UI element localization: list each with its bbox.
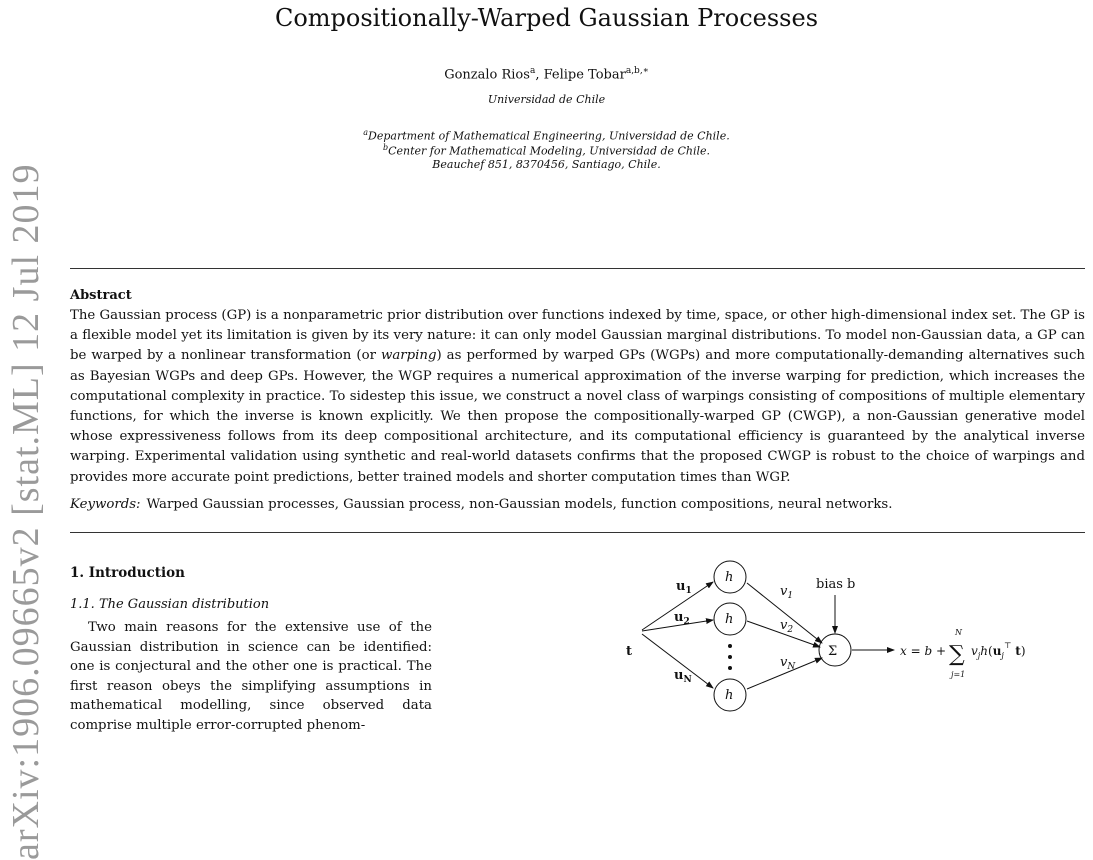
bottom-divider [70,532,1085,533]
affiliation-text: Center for Mathematical Modeling, Universidad de Chile. [388,144,711,158]
keywords-line [70,497,1090,512]
affiliation-line [0,143,1093,158]
weight-label-v2: $v_2$ [780,618,794,635]
weight-label-u2: $u_2$ [674,610,690,627]
svg-text:vjh(uj⊤ t): $v_jh(u_j^⊤$ t) [971,641,1026,660]
affiliation-mark: b [382,143,389,152]
author-name: Felipe Tobar [543,67,626,83]
paper-title: Compositionally-Warped Gaussian Processes [274,4,819,32]
university-name: Universidad de Chile [487,93,606,106]
weight-label-uN: $u_N$ [674,668,692,685]
weight-label-v1: $v_1$ [780,584,794,601]
neural-network-diagram [590,555,1060,795]
author-name: Gonzalo Rios [444,67,530,83]
hidden-node-label: h [725,570,734,585]
affiliation-mark: a [363,128,369,137]
svg-text:∑: ∑ [949,642,965,667]
hidden-node-label: h [725,688,734,703]
author-affiliation-mark: a [529,66,536,76]
abstract-heading: Abstract [70,288,132,303]
author-list: Gonzalo Rios$^a$, Felipe Tobar$^{a,b,∗}$ [444,66,649,83]
keywords-text: Warped Gaussian processes, Gaussian process, non-Gaussian models, function compositions, neural networks. [146,497,893,512]
author-affiliation-mark: a,b,∗ [625,66,649,76]
affiliation-text: Department of Mathematical Engineering, Universidad de Chile. [368,129,730,143]
output-formula [900,628,1026,679]
keywords-label: Keywords: [70,497,141,512]
address-line: Beauchef 851, 8370456, Santiago, Chile. [432,158,661,171]
svg-text:N: N [955,628,962,637]
section-heading: 1. Introduction [70,565,185,581]
weight-label-vN: $v_N$ [780,655,796,672]
sum-node-label: Σ [828,644,838,659]
top-divider [70,268,1085,269]
affiliation-line [0,128,1093,143]
arxiv-identifier-stamp [0,163,56,860]
ellipsis-dot [728,644,732,648]
abstract-text-part: The Gaussian process (GP) is a nonparametric prior distribution over functions indexed by time, space, or other high-dimensional index set. The GP is a flexible model yet its limitation is given by its very nature: it can only model Gaussian marginal distributions. To model non-Gaussian data, a GP can be warped by a nonlinear transformation (or [70,308,1085,364]
svg-text:j=1: j=1 [951,670,966,679]
subsection-heading: 1.1. The Gaussian distribution [70,597,270,612]
weight-label-u1: $u_1$ [676,579,692,596]
ellipsis-dot [728,655,732,659]
abstract-body [70,306,1085,488]
hidden-node-label: h [725,612,734,627]
bias-label: bias b [816,577,856,592]
input-node-label: t [626,644,633,659]
abstract-text-part: ) as performed by warped GPs (WGPs) and more computationally-demanding alternatives such as Bayesian WGPs and deep GPs. However, the WGP requires a numerical approximation of the inverse warping for prediction, which increases the computational complexity in practice. To sidestep this issue, we construct a novel class of warpings consisting of compositions of multiple elementary functions, for which the inverse is known explicitly. We then propose the compositionally-warped GP (CWGP), a non-Gaussian generative model whose expressiveness follows from its deep compositional architecture, and its computational efficiency is guaranteed by the analytical inverse warping. Experimental validation using synthetic and real-world datasets confirms that the proposed CWGP is robust to the choice of warpings and provides more accurate point predictions, better trained models and shorter computation times than WGP. [70,348,1085,485]
arxiv-stamp-text: arXiv:1906.09665v2 [stat.ML] 12 Jul 2019 [5,163,47,860]
intro-paragraph: Two main reasons for the extensive use of the Gaussian distribution in science can be identified: one is conjectural and the other one is practical. The first reason obeys the simplifying assumptions in mathematical modelling, since observed data comprise multiple error-corrupted phenom- [70,620,432,733]
abstract-emphasis: warping [380,348,437,364]
ellipsis-dot [728,666,732,670]
svg-text:x = b +: x = b + [900,644,947,658]
